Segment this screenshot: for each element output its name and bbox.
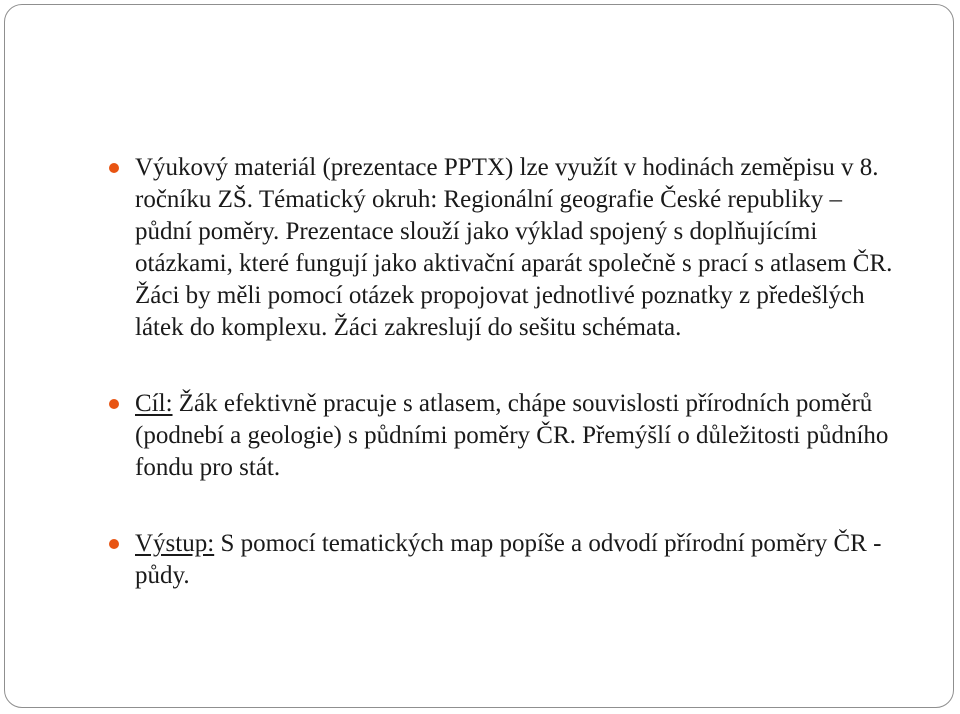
bullet-icon: [109, 539, 119, 549]
bullet-item-goal: [105, 388, 905, 484]
bullet-item-output: [105, 528, 905, 592]
slide: [4, 4, 954, 708]
bullet-icon: [109, 399, 119, 409]
goal-label: Cíl:: [135, 390, 173, 417]
bullet-list: [105, 152, 905, 592]
goal-text: Žák efektivně pracuje s atlasem, chápe souvislosti přírodních poměrů (podnebí a geologie) s půdními poměry ČR. Přemýšlí o důležitosti půdního fondu pro stát.: [135, 390, 889, 481]
output-text: S pomocí tematických map popíše a odvodí přírodní poměry ČR - půdy.: [135, 530, 882, 589]
description-text: Výukový materiál (prezentace PPTX) lze využít v hodinách zeměpisu v 8. ročníku ZŠ. Tématický okruh: Regionální geografie České republiky – půdní poměry. Prezentace slouží jako výklad spojený s doplňujícími otázkami, které fungují jako aktivační aparát společně s prací s atlasem ČR. Žáci by měli pomocí otázek propojovat jednotlivé poznatky z předešlých látek do komplexu. Žáci zakreslují do sešitu schémata.: [135, 154, 893, 341]
bullet-item-description: [105, 152, 905, 344]
output-label: Výstup:: [135, 530, 215, 557]
bullet-icon: [109, 163, 119, 173]
